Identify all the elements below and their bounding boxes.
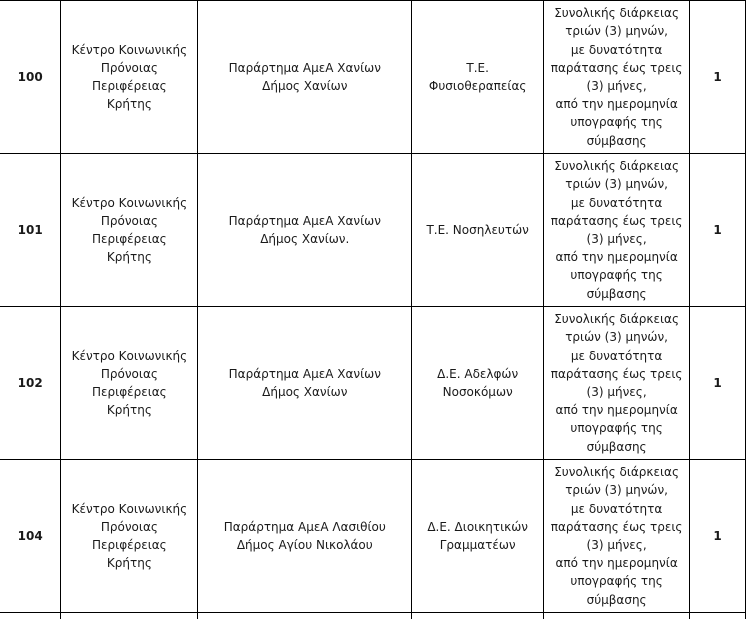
specialty-line: Νοσοκόμων [442, 385, 513, 399]
branch-cell [198, 1, 412, 154]
branch-line: Δήμος Χανίων. [260, 232, 350, 246]
partial-cell [61, 613, 198, 619]
branch-line: Παράρτημα ΑμεΑ Χανίων [228, 366, 381, 381]
table-row [0, 460, 746, 613]
center-line: Πρόνοιας [100, 519, 158, 534]
center-line: Περιφέρειας [92, 79, 167, 93]
duration-line: από την ημερομηνία [555, 556, 678, 571]
row-number-cell: 104 [0, 460, 61, 613]
duration-line: υπογραφής της [570, 421, 663, 436]
duration-line: από την ημερομηνία [555, 250, 678, 265]
duration-line: παράτασης έως τρεις [550, 519, 683, 534]
duration-line: παράτασης έως τρεις [550, 60, 683, 75]
table-row [0, 1, 746, 154]
duration-line: (3) μήνες, [586, 538, 647, 552]
branch-line: Παράρτημα ΑμεΑ Λασιθίου [223, 519, 386, 534]
duration-line: υπογραφής της [570, 268, 663, 283]
center-line: Πρόνοιας [100, 60, 158, 75]
duration-line: τριών (3) μηνών, [565, 330, 668, 345]
duration-cell [544, 1, 690, 154]
branch-cell [198, 154, 412, 307]
duration-line: με δυνατότητα [570, 42, 663, 57]
table-row [0, 154, 746, 307]
branch-cell [198, 460, 412, 613]
center-line: Περιφέρειας [92, 538, 167, 552]
duration-line: με δυνατότητα [570, 195, 663, 210]
row-number-cell: 102 [0, 307, 61, 460]
partial-cell [544, 613, 690, 619]
row-number-cell: 101 [0, 154, 61, 307]
specialty-line: Φυσιοθεραπείας [428, 79, 527, 93]
center-line: Κέντρο Κοινωνικής [71, 42, 188, 57]
duration-line: σύμβασης [586, 133, 647, 148]
duration-cell [544, 307, 690, 460]
duration-cell [544, 154, 690, 307]
specialty-cell [412, 154, 544, 307]
duration-line: τριών (3) μηνών, [565, 483, 668, 498]
duration-line: Συνολικής διάρκειας [554, 6, 679, 21]
branch-line: Παράρτημα ΑμεΑ Χανίων [228, 60, 381, 75]
specialty-cell [412, 307, 544, 460]
specialty-cell [412, 1, 544, 154]
duration-line: τριών (3) μηνών, [565, 24, 668, 39]
specialty-cell [412, 460, 544, 613]
duration-line: Συνολικής διάρκειας [554, 312, 679, 327]
duration-line: υπογραφής της [570, 574, 663, 589]
duration-line: σύμβασης [586, 286, 647, 301]
center-line: Περιφέρειας [92, 232, 167, 246]
duration-line: σύμβασης [586, 439, 647, 454]
specialty-line: Τ.Ε. [466, 60, 489, 75]
center-line: Πρόνοιας [100, 213, 158, 228]
partial-cell [690, 613, 746, 619]
duration-line: παράτασης έως τρεις [550, 213, 683, 228]
center-line: Πρόνοιας [100, 366, 158, 381]
center-line: Κρήτης [106, 97, 152, 112]
partial-cell [198, 613, 412, 619]
specialty-line: Τ.Ε. Νοσηλευτών [426, 222, 529, 237]
duration-line: Συνολικής διάρκειας [554, 465, 679, 480]
center-line: Κρήτης [106, 556, 152, 571]
center-cell [61, 154, 198, 307]
branch-line: Παράρτημα ΑμεΑ Χανίων [228, 213, 381, 228]
center-cell [61, 460, 198, 613]
duration-line: (3) μήνες, [586, 232, 647, 246]
duration-line: σύμβασης [586, 592, 647, 607]
duration-line: από την ημερομηνία [555, 403, 678, 418]
center-line: Κρήτης [106, 403, 152, 418]
positions-cell: 1 [690, 460, 746, 613]
duration-line: από την ημερομηνία [555, 97, 678, 112]
specialty-line: Δ.Ε. Διοικητικών [427, 519, 529, 534]
duration-line: Συνολικής διάρκειας [554, 159, 679, 174]
duration-line: με δυνατότητα [570, 348, 663, 363]
specialty-line: Γραμματέων [439, 538, 516, 552]
branch-cell [198, 307, 412, 460]
duration-line: υπογραφής της [570, 115, 663, 130]
positions-cell: 1 [690, 1, 746, 154]
partial-cell [0, 613, 61, 619]
duration-line: παράτασης έως τρεις [550, 366, 683, 381]
branch-line: Δήμος Χανίων [262, 385, 348, 399]
duration-line: (3) μήνες, [586, 79, 647, 93]
branch-line: Δήμος Χανίων [262, 79, 348, 93]
center-cell [61, 307, 198, 460]
center-cell [61, 1, 198, 154]
duration-line: (3) μήνες, [586, 385, 647, 399]
table-row-partial [0, 613, 746, 619]
branch-line: Δήμος Αγίου Νικολάου [236, 538, 373, 552]
positions-cell: 1 [690, 307, 746, 460]
center-line: Κρήτης [106, 250, 152, 265]
center-line: Κέντρο Κοινωνικής [71, 195, 188, 210]
center-line: Περιφέρειας [92, 385, 167, 399]
table-body [0, 1, 746, 619]
duration-line: τριών (3) μηνών, [565, 177, 668, 192]
duration-cell [544, 460, 690, 613]
center-line: Κέντρο Κοινωνικής [71, 348, 188, 363]
center-line: Κέντρο Κοινωνικής [71, 501, 188, 516]
duration-line: με δυνατότητα [570, 501, 663, 516]
positions-cell: 1 [690, 154, 746, 307]
row-number-cell: 100 [0, 1, 61, 154]
specialty-line: Δ.Ε. Αδελφών [437, 366, 519, 381]
partial-cell [412, 613, 544, 619]
table-row [0, 307, 746, 460]
